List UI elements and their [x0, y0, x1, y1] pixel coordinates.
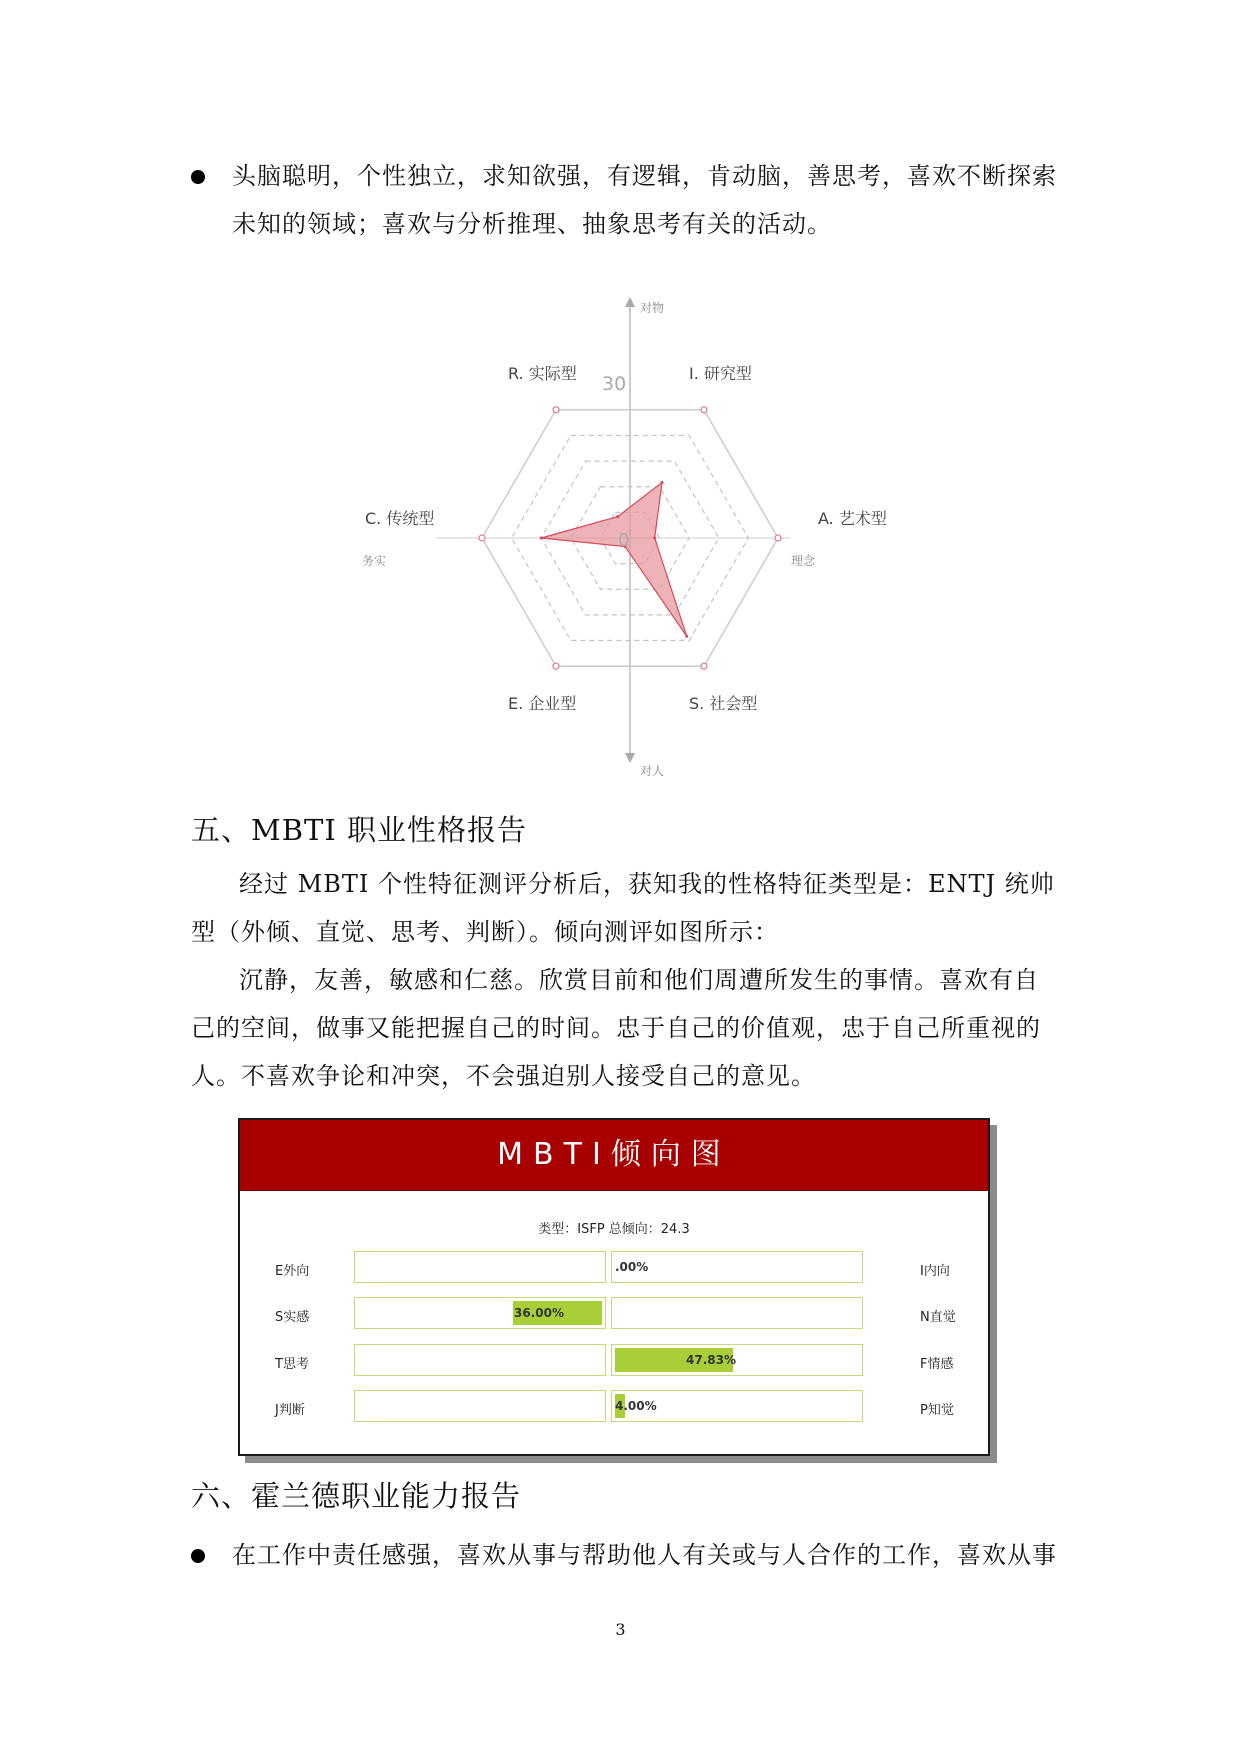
- radar-data: [540, 481, 689, 638]
- mbti-chart-title: MBTI倾向图: [240, 1120, 988, 1191]
- bullet-text-line2: 未知的领域；喜欢与分析推理、抽象思考有关的活动。: [232, 210, 832, 238]
- radar-vertex-marker: [701, 407, 707, 413]
- radar-vertex-marker: [553, 407, 559, 413]
- mbti-track-right: [611, 1297, 863, 1329]
- radar-vertex-marker: [479, 535, 485, 541]
- mbti-row-tf: [240, 1344, 988, 1378]
- mbti-left-label: T思考: [275, 1357, 309, 1372]
- radar-data-area: [541, 482, 687, 636]
- holland-radar-chart: [340, 290, 887, 790]
- mbti-percent-label: 36.00%: [514, 1306, 564, 1320]
- mbti-percent-label: 47.83%: [686, 1353, 736, 1367]
- label-conventional: C. 传统型: [365, 509, 435, 528]
- mbti-percent-label: 4.00%: [615, 1399, 657, 1413]
- label-social: S. 社会型: [689, 694, 758, 713]
- radar-vertex-marker: [701, 663, 707, 669]
- mbti-track-left: [354, 1390, 606, 1422]
- mbti-row-ei: [240, 1251, 988, 1285]
- mbti-right-label: F情感: [920, 1357, 954, 1372]
- bullet-icon: [191, 170, 205, 184]
- arrow-down-icon: [625, 753, 635, 763]
- mbti-track-right: [611, 1390, 863, 1422]
- page-number: 3: [615, 1620, 626, 1639]
- mbti-chart: [238, 1118, 990, 1456]
- radar-data-point: [540, 537, 543, 540]
- mbti-left-label: S实感: [275, 1310, 310, 1325]
- label-enterprising: E. 企业型: [508, 694, 577, 713]
- scale-max-label: 30: [602, 373, 627, 395]
- mbti-right-label: N直觉: [920, 1310, 956, 1325]
- mbti-track-left: [354, 1251, 606, 1283]
- radar-data-point: [616, 515, 619, 518]
- mbti-summary: 类型：ISFP 总倾向：24.3: [538, 1222, 690, 1237]
- mbti-right-label: P知觉: [920, 1403, 954, 1418]
- axis-label-top: 对物: [640, 301, 665, 315]
- arrow-up-icon: [625, 297, 635, 307]
- mbti-track-left: [354, 1297, 606, 1329]
- mbti-left-label: E外向: [275, 1264, 310, 1279]
- axis-label-right: 理念: [790, 554, 815, 568]
- radar-data-point: [685, 635, 688, 638]
- section5-paragraph2: 沉静，友善，敏感和仁慈。欣赏目前和他们周遭所发生的事情。喜欢有自己的空间，做事又能把握自己的时间。忠于自己的价值观，忠于自己所重视的人。不喜欢争论和冲突，不会强迫别人接受自己的意见。: [191, 966, 1041, 1090]
- mbti-track-right: [611, 1251, 863, 1283]
- label-investigative: I. 研究型: [689, 364, 752, 383]
- radar-vertex-marker: [775, 535, 781, 541]
- label-artistic: A. 艺术型: [818, 509, 887, 528]
- axis-label-bottom: 对人: [640, 764, 665, 778]
- radar-vertex-marker: [553, 663, 559, 669]
- scale-min-label: 0: [618, 530, 630, 551]
- label-realistic: R. 实际型: [508, 364, 577, 383]
- mbti-left-label: J判断: [275, 1403, 305, 1418]
- section5-paragraph1: 经过 MBTI 个性特征测评分析后，获知我的性格特征类型是：ENTJ 统帅型（外倾、直觉、思考、判断）。倾向测评如图所示：: [191, 870, 1055, 946]
- mbti-right-label: I内向: [920, 1264, 950, 1279]
- section5-heading: 五、MBTI 职业性格报告: [191, 813, 528, 847]
- mbti-track-right: [611, 1344, 863, 1376]
- mbti-percent-label: .00%: [615, 1260, 649, 1274]
- mbti-row-sn: [240, 1297, 988, 1331]
- bullet-icon: [191, 1549, 205, 1563]
- bullet-text-line1: 头脑聪明，个性独立，求知欲强，有逻辑，肯动脑，善思考，喜欢不断探索: [232, 162, 1057, 190]
- section6-heading: 六、霍兰德职业能力报告: [191, 1479, 522, 1513]
- mbti-track-left: [354, 1344, 606, 1376]
- radar-data-point: [653, 537, 656, 540]
- axis-label-left: 务实: [362, 554, 387, 568]
- section6-bullet-text: 在工作中责任感强，喜欢从事与帮助他人有关或与人合作的工作，喜欢从事: [232, 1541, 1057, 1569]
- radar-data-point: [661, 481, 664, 484]
- mbti-row-jp: [240, 1390, 988, 1424]
